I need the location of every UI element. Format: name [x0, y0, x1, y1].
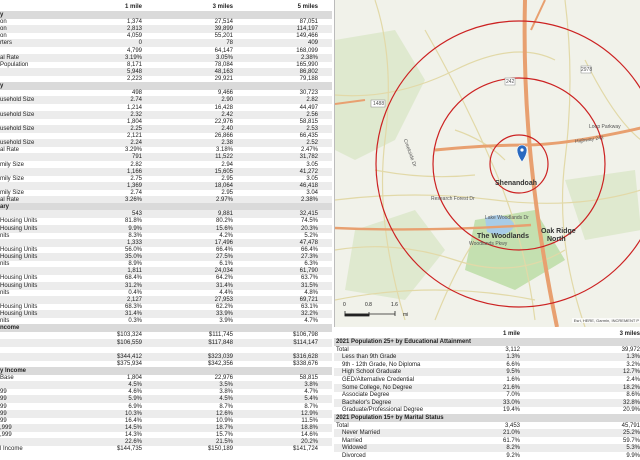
- row-label: Housing Units: [0, 275, 38, 282]
- cell-3-miles: 15.7%: [215, 432, 233, 439]
- cell-1-mile: 35.0%: [124, 254, 142, 261]
- row-label: Housing Units: [0, 225, 38, 232]
- cell-1-mile: 1,374: [126, 19, 142, 26]
- cell-1-mile: 2,127: [126, 296, 142, 303]
- cell-5-miles: 86,802: [299, 68, 318, 75]
- col-header-3-miles: 3 miles: [212, 4, 233, 10]
- row-label: Never Married: [342, 430, 381, 437]
- cell-1-mile: 0: [138, 40, 142, 47]
- map-label-lake-woodlands: Lake Woodlands Dr: [485, 215, 529, 221]
- cell-3-miles: 18.7%: [215, 424, 233, 431]
- row-label: 99: [0, 403, 7, 410]
- row-label: 99: [0, 417, 7, 424]
- cell-1-mile: 6.6%: [506, 361, 520, 368]
- cell-3-miles: $342,356: [207, 360, 233, 367]
- cell-5-miles: 12.9%: [300, 410, 318, 417]
- cell-1-mile: 9.9%: [128, 225, 142, 232]
- cell-5-miles: $316,628: [292, 353, 318, 360]
- right-table-header: [334, 330, 640, 338]
- cell-1-mile: 7.0%: [506, 392, 520, 399]
- cell-3-miles: 78: [226, 40, 233, 47]
- cell-5-miles: 2.53: [306, 125, 318, 132]
- cell-5-miles: 3.8%: [304, 382, 318, 389]
- cell-1-mile: 68.3%: [124, 303, 142, 310]
- cell-3-miles: 12.7%: [622, 369, 640, 376]
- table-row: [334, 452, 640, 460]
- cell-3-miles: 62.2%: [215, 303, 233, 310]
- cell-3-miles: 29,921: [214, 76, 233, 83]
- row-label: Housing Units: [0, 246, 38, 253]
- cell-1-mile: 3.19%: [124, 54, 142, 61]
- map-label-the-woodlands: The Woodlands: [477, 233, 529, 240]
- row-label: 99: [0, 410, 7, 417]
- cell-5-miles: 2.82: [306, 97, 318, 104]
- table-row: [0, 445, 332, 453]
- cell-5-miles: 31,782: [299, 154, 318, 161]
- cell-3-miles: 2.42: [221, 111, 233, 118]
- row-label: mily Size: [0, 175, 25, 182]
- row-label: usehold Size: [0, 125, 35, 132]
- cell-1-mile: 2,121: [126, 133, 142, 140]
- row-label: Some College, No Degree: [342, 384, 413, 391]
- row-label: High School Graduate: [342, 369, 402, 376]
- row-label: usehold Size: [0, 111, 35, 118]
- cell-3-miles: 26,866: [214, 133, 233, 140]
- cell-5-miles: 8.7%: [304, 403, 318, 410]
- cell-3-miles: $323,039: [207, 353, 233, 360]
- cell-5-miles: 5.4%: [304, 396, 318, 403]
- cell-1-mile: 8.9%: [128, 261, 142, 268]
- cell-1-mile: 1,804: [126, 375, 142, 382]
- cell-5-miles: 149,466: [296, 33, 318, 40]
- scale-bar: [345, 311, 395, 316]
- cell-3-miles: 2.40: [221, 125, 233, 132]
- row-label: rters: [0, 40, 12, 47]
- scale-unit: mi: [403, 312, 409, 318]
- row-label: al Rate: [0, 54, 20, 61]
- cell-1-mile: 791: [131, 154, 142, 161]
- cell-3-miles: $150,189: [207, 446, 233, 453]
- cell-3-miles: 55,201: [214, 33, 233, 40]
- cell-1-mile: 6.9%: [128, 403, 142, 410]
- row-label: Bachelor's Degree: [342, 399, 392, 406]
- cell-3-miles: 17,496: [214, 239, 233, 246]
- cell-3-miles: 64,147: [214, 47, 233, 54]
- cell-1-mile: 19.4%: [502, 407, 520, 414]
- row-label: Housing Units: [0, 282, 38, 289]
- row-label: on: [0, 26, 7, 33]
- cell-3-miles: 48,163: [214, 68, 233, 75]
- cell-5-miles: 6.3%: [304, 261, 318, 268]
- row-label: al Rate: [0, 147, 20, 154]
- row-label: ary: [0, 204, 10, 211]
- col-header-1-mile: 1 mile: [502, 331, 520, 337]
- cell-1-mile: 0.3%: [128, 318, 142, 325]
- row-label: ,999: [0, 424, 12, 431]
- cell-5-miles: 27.3%: [300, 254, 318, 261]
- row-label: al Rate: [0, 197, 20, 204]
- road-shield-1488: 1488: [373, 101, 385, 107]
- col-header-1-mile: 1 mile: [124, 4, 142, 10]
- cell-1-mile: 5.9%: [128, 396, 142, 403]
- map-view[interactable]: [334, 0, 640, 327]
- cell-3-miles: $117,848: [208, 339, 233, 346]
- cell-5-miles: 2.52: [306, 140, 318, 147]
- cell-1-mile: 33.0%: [502, 399, 520, 406]
- row-label: y: [0, 12, 4, 18]
- cell-1-mile: 31.4%: [124, 311, 142, 318]
- row-label: on: [0, 19, 7, 26]
- cell-5-miles: 46,418: [299, 182, 318, 189]
- row-label: GED/Alternative Credential: [342, 377, 415, 383]
- cell-3-miles: 78,084: [214, 61, 233, 68]
- cell-1-mile: 21.0%: [502, 430, 520, 437]
- cell-1-mile: 2.32: [130, 111, 142, 118]
- cell-5-miles: 18.8%: [300, 424, 318, 431]
- cell-3-miles: 3.9%: [219, 318, 233, 325]
- row-label: ncome: [0, 325, 20, 332]
- row-label: ,999: [0, 432, 12, 439]
- cell-3-miles: 45,791: [621, 422, 640, 429]
- map-label-oak-ridge: Oak Ridge: [541, 228, 576, 235]
- row-label: Associate Degree: [342, 392, 390, 399]
- cell-1-mile: 14.5%: [124, 424, 142, 431]
- cell-3-miles: 21.5%: [215, 439, 233, 446]
- cell-3-miles: 8.7%: [219, 403, 233, 410]
- col-header-3-miles: 3 miles: [619, 331, 640, 337]
- cell-1-mile: $375,934: [116, 360, 142, 367]
- location-pin-icon: [517, 145, 527, 162]
- map-canvas[interactable]: [335, 0, 640, 327]
- cell-5-miles: 2.38%: [300, 197, 318, 204]
- cell-1-mile: 3,453: [504, 422, 520, 429]
- cell-1-mile: 4.6%: [128, 389, 142, 396]
- cell-3-miles: 2.90: [221, 97, 233, 104]
- cell-1-mile: $103,324: [116, 332, 142, 339]
- row-label: usehold Size: [0, 97, 35, 104]
- cell-5-miles: 32,415: [299, 211, 318, 218]
- cell-5-miles: 63.1%: [300, 303, 318, 310]
- cell-3-miles: 27.5%: [215, 254, 233, 261]
- cell-5-miles: 61,790: [299, 268, 318, 275]
- row-label: Housing Units: [0, 303, 38, 310]
- cell-3-miles: 2.95: [221, 175, 233, 182]
- cell-3-miles: 39,899: [214, 26, 233, 33]
- cell-1-mile: 1,214: [126, 104, 142, 111]
- row-label: Less than 9th Grade: [342, 354, 397, 361]
- cell-3-miles: 4.4%: [219, 289, 233, 296]
- cell-5-miles: 66,435: [299, 133, 318, 140]
- cell-5-miles: 41,272: [299, 168, 318, 175]
- cell-1-mile: 8,171: [126, 61, 142, 68]
- cell-1-mile: 5,948: [126, 68, 142, 75]
- cell-1-mile: 2.24: [130, 140, 142, 147]
- cell-1-mile: 2,223: [126, 76, 142, 83]
- row-label: nits: [0, 232, 10, 239]
- row-label: Total: [336, 346, 349, 353]
- cell-1-mile: 1,333: [126, 239, 142, 246]
- row-label: nits: [0, 289, 10, 296]
- cell-5-miles: 69,721: [299, 296, 318, 303]
- cell-5-miles: 168,099: [296, 47, 318, 54]
- map-label-creekside: Creekside Dr: [401, 138, 418, 168]
- cell-1-mile: 3.29%: [124, 147, 142, 154]
- cell-1-mile: 16.4%: [124, 417, 142, 424]
- cell-5-miles: 4.7%: [304, 318, 318, 325]
- cell-1-mile: 2.25: [130, 125, 142, 132]
- cell-3-miles: 12.6%: [215, 410, 233, 417]
- cell-3-miles: 64.2%: [215, 275, 233, 282]
- cell-5-miles: 30,723: [299, 90, 318, 97]
- row-label: Population: [0, 61, 29, 68]
- cell-1-mile: 498: [131, 90, 142, 97]
- cell-1-mile: 1,811: [127, 268, 142, 275]
- row-label: Graduate/Professional Degree: [342, 407, 424, 414]
- cell-3-miles: 2.4%: [626, 377, 640, 383]
- cell-3-miles: 3.5%: [219, 382, 233, 389]
- cell-3-miles: 18.2%: [622, 384, 640, 391]
- cell-3-miles: 80.2%: [215, 218, 233, 225]
- scale-tick-1: 0.8: [365, 302, 372, 308]
- cell-5-miles: 2.38%: [300, 54, 318, 61]
- scale-tick-2: 1.6: [391, 302, 398, 308]
- cell-5-miles: 32.2%: [300, 311, 318, 318]
- cell-5-miles: 3.05: [306, 161, 318, 168]
- row-label: 9th - 12th Grade, No Diploma: [342, 361, 421, 368]
- map-label-research-forest: Research Forest Dr: [431, 196, 475, 202]
- cell-5-miles: 2.56: [306, 111, 318, 118]
- map-label-loop-parkway: Loop Parkway: [589, 124, 621, 130]
- cell-1-mile: 4,059: [126, 33, 142, 40]
- row-label: 2021 Population 25+ by Educational Attainment: [336, 339, 471, 345]
- cell-1-mile: 3,112: [505, 346, 520, 353]
- cell-1-mile: 1,369: [126, 182, 142, 189]
- cell-1-mile: 1,166: [126, 168, 142, 175]
- cell-1-mile: 61.7%: [502, 437, 520, 444]
- cell-5-miles: 165,990: [296, 61, 318, 68]
- cell-3-miles: 18,064: [214, 182, 233, 189]
- row-label: Base: [0, 375, 14, 382]
- cell-1-mile: 3.26%: [124, 197, 142, 204]
- cell-1-mile: 68.4%: [124, 275, 142, 282]
- cell-3-miles: 5.3%: [626, 445, 640, 452]
- row-label: usehold Size: [0, 140, 35, 147]
- row-label: l Income: [0, 446, 23, 453]
- map-attribution: Esri, HERE, Garmin, INCREMENT P: [573, 318, 639, 323]
- cell-5-miles: 4.7%: [304, 389, 318, 396]
- cell-1-mile: 2,813: [126, 26, 142, 33]
- cell-3-miles: 66.4%: [215, 246, 233, 253]
- cell-5-miles: 2.47%: [300, 147, 318, 154]
- cell-1-mile: 31.2%: [124, 282, 142, 289]
- cell-5-miles: $106,798: [292, 332, 318, 339]
- cell-5-miles: 5.2%: [304, 232, 318, 239]
- cell-5-miles: 3.04: [306, 190, 318, 196]
- cell-3-miles: 9.9%: [626, 453, 640, 459]
- cell-3-miles: 59.7%: [622, 437, 640, 444]
- cell-5-miles: 409: [307, 40, 318, 47]
- cell-5-miles: $141,724: [292, 446, 318, 453]
- cell-3-miles: 15.6%: [215, 225, 233, 232]
- cell-1-mile: 9.5%: [506, 369, 520, 376]
- right-data-table: [334, 327, 640, 460]
- cell-5-miles: 20.3%: [300, 225, 318, 232]
- cell-5-miles: 79,188: [299, 76, 318, 83]
- cell-1-mile: 2.74: [130, 97, 142, 104]
- row-label: Housing Units: [0, 254, 38, 261]
- cell-1-mile: 56.0%: [124, 246, 142, 253]
- row-label: Housing Units: [0, 311, 38, 318]
- cell-3-miles: 3.8%: [219, 389, 233, 396]
- cell-3-miles: 27,514: [214, 19, 233, 26]
- cell-1-mile: 2.74: [130, 190, 142, 196]
- cell-3-miles: 20.9%: [622, 407, 640, 414]
- row-label: nits: [0, 318, 10, 325]
- cell-5-miles: 63.7%: [300, 275, 318, 282]
- cell-1-mile: 2.82: [130, 161, 142, 168]
- col-header-5-miles: 5 miles: [297, 4, 318, 10]
- cell-5-miles: 3.05: [306, 175, 318, 182]
- cell-1-mile: 4.5%: [128, 382, 142, 389]
- cell-1-mile: 9.2%: [506, 453, 520, 459]
- cell-5-miles: 44,497: [299, 104, 318, 111]
- row-label: Housing Units: [0, 218, 38, 225]
- row-label: 99: [0, 389, 7, 396]
- map-label-shenandoah: Shenandoah: [495, 180, 538, 187]
- cell-3-miles: 31.4%: [215, 282, 233, 289]
- cell-3-miles: 2.97%: [215, 197, 233, 204]
- cell-3-miles: 25.2%: [622, 430, 640, 437]
- map-label-woodlands-pkwy: Woodlands Pkwy: [469, 241, 508, 247]
- cell-1-mile: 22.6%: [124, 439, 142, 446]
- row-label: on: [0, 33, 7, 40]
- cell-5-miles: 47,478: [299, 239, 318, 246]
- cell-3-miles: 27,953: [214, 296, 233, 303]
- cell-1-mile: 1.6%: [506, 377, 520, 383]
- map-label-north: North: [547, 236, 566, 243]
- cell-3-miles: 33.9%: [215, 311, 233, 318]
- row-label: Widowed: [342, 445, 367, 452]
- cell-3-miles: 1.3%: [626, 354, 640, 361]
- cell-3-miles: 4.2%: [219, 232, 233, 239]
- cell-3-miles: 11,522: [215, 154, 233, 161]
- cell-1-mile: 8.3%: [128, 232, 142, 239]
- cell-1-mile: 2.75: [130, 175, 142, 182]
- cell-5-miles: 114,197: [296, 26, 318, 33]
- cell-5-miles: 58,815: [299, 375, 318, 382]
- cell-1-mile: 14.3%: [124, 432, 142, 439]
- cell-1-mile: $144,735: [116, 446, 142, 453]
- cell-1-mile: 10.3%: [124, 410, 142, 417]
- road-shield-2978: 2978: [581, 67, 593, 73]
- cell-3-miles: 3.05%: [215, 54, 233, 61]
- cell-1-mile: 4,799: [126, 47, 142, 54]
- cell-3-miles: 9,466: [217, 90, 233, 97]
- cell-1-mile: 543: [131, 211, 142, 218]
- cell-3-miles: 2.94: [221, 161, 233, 168]
- cell-3-miles: 22,976: [214, 118, 233, 125]
- cell-3-miles: 10.9%: [215, 417, 233, 424]
- cell-5-miles: $338,676: [292, 360, 318, 367]
- cell-1-mile: 1,804: [126, 118, 142, 125]
- cell-5-miles: 66.4%: [300, 246, 318, 253]
- cell-3-miles: 32.8%: [622, 399, 640, 406]
- cell-5-miles: 11.5%: [301, 417, 318, 424]
- cell-3-miles: 2.38: [221, 140, 233, 147]
- cell-3-miles: 3.18%: [215, 147, 233, 154]
- row-label: nits: [0, 261, 10, 268]
- cell-1-mile: 8.2%: [506, 445, 520, 452]
- cell-3-miles: 24,034: [214, 268, 233, 275]
- cell-5-miles: 14.6%: [300, 432, 318, 439]
- cell-3-miles: 8.6%: [626, 392, 640, 399]
- row-label: y Income: [0, 368, 27, 374]
- left-table-header: [0, 3, 332, 11]
- cell-1-mile: $106,559: [116, 339, 142, 346]
- cell-5-miles: 20.2%: [300, 439, 318, 446]
- cell-5-miles: 58,815: [299, 118, 318, 125]
- row-label: y: [0, 83, 4, 90]
- row-label: Divorced: [342, 453, 366, 459]
- cell-3-miles: 16,428: [214, 104, 233, 111]
- cell-5-miles: 87,051: [299, 19, 318, 26]
- cell-3-miles: 15,605: [214, 168, 233, 175]
- cell-5-miles: 31.5%: [300, 282, 318, 289]
- cell-3-miles: 2.95: [221, 190, 233, 196]
- cell-3-miles: 22,976: [214, 375, 233, 382]
- cell-3-miles: $111,745: [208, 332, 233, 339]
- cell-1-mile: 81.8%: [124, 218, 142, 225]
- cell-3-miles: 6.1%: [219, 261, 233, 268]
- cell-5-miles: 74.5%: [300, 218, 318, 225]
- row-label: Married: [342, 437, 363, 444]
- scale-tick-0: 0: [343, 302, 346, 308]
- cell-3-miles: 9,881: [217, 211, 233, 218]
- row-label: mily Size: [0, 190, 25, 196]
- cell-3-miles: 3.2%: [626, 361, 640, 368]
- cell-1-mile: 1.3%: [506, 354, 520, 361]
- cell-5-miles: $114,147: [293, 339, 318, 346]
- cell-5-miles: 4.8%: [304, 289, 318, 296]
- cell-3-miles: 39,972: [621, 346, 640, 353]
- row-label: mily Size: [0, 161, 25, 168]
- row-label: 99: [0, 396, 7, 403]
- row-label: Total: [336, 422, 349, 429]
- cell-1-mile: $344,412: [116, 353, 142, 360]
- cell-1-mile: 21.6%: [502, 384, 520, 391]
- cell-1-mile: 0.4%: [128, 289, 142, 296]
- cell-3-miles: 4.5%: [219, 396, 233, 403]
- map-label-highway-242: Highway 242: [574, 135, 605, 145]
- road-shield-242: 242: [506, 79, 515, 85]
- row-label: 2021 Population 15+ by Marital Status: [336, 415, 444, 421]
